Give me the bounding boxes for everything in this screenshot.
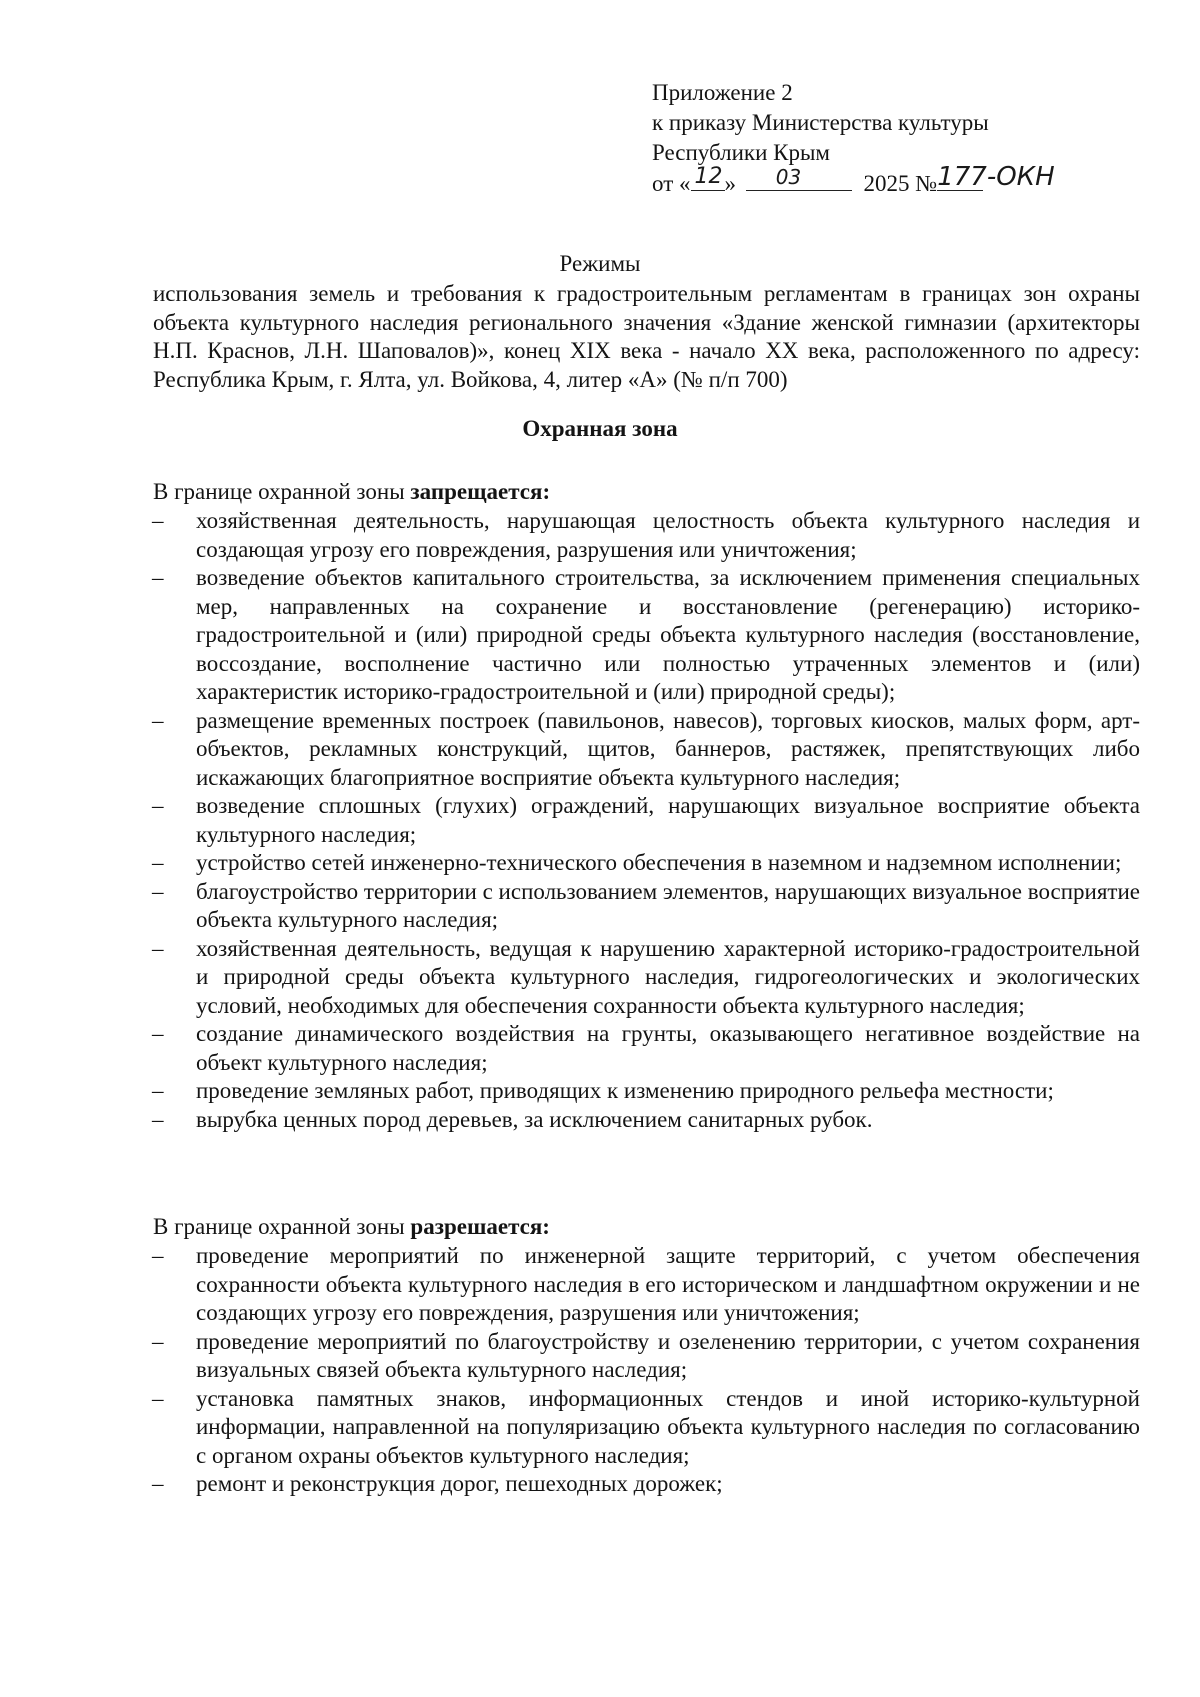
- list-item-text: установка памятных знаков, информационных стендов и иной историко-культурной информации, направленной на популяризацию объекта культурного наследия по согласованию с органом охраны объектов культурного наследия;: [196, 1385, 1140, 1468]
- list-item: [0, 1328, 1140, 1385]
- list-item-text: хозяйственная деятельность, ведущая к нарушению характерной историко-градостроительной и природной среды объекта культурного наследия, гидрогеологических и экологических условий, необходимых для обеспечения сохранности объекта культурного наследия;: [196, 935, 1140, 1018]
- number-blank: [937, 162, 1055, 192]
- dash-bullet: –: [152, 793, 164, 818]
- appendix-date-line: [652, 162, 1055, 199]
- list-item: [0, 849, 1140, 878]
- list-item-text: ремонт и реконструкция дорог, пешеходных дорожек;: [196, 1471, 723, 1496]
- list-item-text: проведение мероприятий по благоустройству и озеленению территории, с учетом сохранения визуальных связей объекта культурного наследия;: [196, 1328, 1140, 1382]
- list-item: [0, 1077, 1140, 1106]
- permitted-lead-bold: разрешается:: [410, 1214, 550, 1239]
- dash-bullet: –: [152, 1078, 164, 1103]
- list-item: [0, 707, 1140, 793]
- year-number-label: 2025 №: [863, 171, 938, 196]
- list-item-text: проведение земляных работ, приводящих к изменению природного рельефа местности;: [196, 1078, 1054, 1103]
- list-item-text: проведение мероприятий по инженерной защите территорий, с учетом обеспечения сохранности объекта культурного наследия в его историческом и ландшафтном окружении и не создающих угрозу его повреждения, разрушения или уничтожения;: [196, 1243, 1140, 1325]
- list-item: [0, 792, 1140, 849]
- permitted-list: [0, 1242, 1200, 1499]
- handwritten-order-number: 177-ОКН: [937, 162, 1055, 192]
- month-blank: [746, 165, 852, 191]
- dash-bullet: –: [152, 1106, 164, 1132]
- document-title: Режимы: [559, 251, 641, 276]
- list-item: [0, 1242, 1140, 1328]
- list-item-text: возведение сплошных (глухих) ограждений, нарушающих визуальное восприятие объекта культурного наследия;: [196, 793, 1140, 847]
- dash-bullet: –: [152, 707, 164, 733]
- date-prefix: от «: [652, 171, 691, 196]
- list-item: [0, 564, 1140, 707]
- appendix-order-ref: к приказу Министерства культуры: [652, 110, 989, 135]
- list-item-text: возведение объектов капитального строительства, за исключением применения специальных мер, направленных на сохранение и восстановление (регенерацию) историко-градостроительной и (или) природной среды объекта культурного наследия (восстановление, воссоздание, восполнение частично или полностью утраченных элементов и (или) характеристик историко-градостроительной и (или) природной среды);: [196, 565, 1140, 704]
- dash-bullet: –: [152, 878, 164, 904]
- prohibited-list: [0, 507, 1200, 1134]
- dash-bullet: –: [152, 850, 164, 875]
- list-item-text: благоустройство территории с использованием элементов, нарушающих визуальное восприятие объекта культурного наследия;: [196, 878, 1140, 932]
- list-item-text: создание динамического воздействия на грунты, оказывающего негативное воздействие на объект культурного наследия;: [196, 1021, 1140, 1075]
- list-item: [0, 878, 1140, 935]
- day-blank: [691, 164, 725, 191]
- document-subtitle: использования земель и требования к градостроительным регламентам в границах зон охраны объекта культурного наследия регионального значения «Здание женской гимназии (архитекторы Н.П. Краснов, Л.Н. Шаповалов)», конец XIX века - начало XX века, расположенного по адресу: Республика Крым, г. Ялта, ул. Войкова, 4, литер «А» (№ п/п 700): [153, 281, 1140, 392]
- list-item: [0, 1385, 1140, 1471]
- list-item: [0, 507, 1140, 564]
- list-item-text: вырубка ценных пород деревьев, за исключением санитарных рубок.: [196, 1106, 873, 1132]
- dash-bullet: –: [152, 1021, 164, 1046]
- date-mid: »: [724, 171, 736, 196]
- prohibited-lead: [153, 478, 550, 506]
- dash-bullet: –: [152, 1385, 164, 1411]
- dash-bullet: –: [152, 1243, 164, 1268]
- dash-bullet: –: [152, 1471, 164, 1496]
- list-item: [0, 935, 1140, 1021]
- prohibited-lead-bold: запрещается:: [410, 479, 551, 504]
- list-item-text: размещение временных построек (павильонов, навесов), торговых киосков, малых форм, арт-объектов, рекламных конструкций, щитов, баннеров, растяжек, препятствующих либо искажающих благоприятное восприятие объекта культурного наследия;: [196, 707, 1140, 790]
- dash-bullet: –: [152, 508, 164, 533]
- dash-bullet: –: [152, 565, 164, 590]
- section-heading: Охранная зона: [522, 416, 678, 441]
- list-item-text: хозяйственная деятельность, нарушающая целостность объекта культурного наследия и создающая угрозу его повреждения, разрушения или уничтожения;: [196, 508, 1140, 562]
- prohibited-lead-text: В границе охранной зоны: [153, 479, 411, 504]
- appendix-block: [652, 78, 1055, 199]
- appendix-number: Приложение 2: [652, 80, 793, 105]
- list-item-text: устройство сетей инженерно-технического обеспечения в наземном и надземном исполнении;: [196, 850, 1122, 875]
- list-item: [0, 1020, 1140, 1077]
- handwritten-day: 12: [694, 164, 723, 189]
- handwritten-month: 03: [775, 165, 802, 189]
- dash-bullet: –: [152, 935, 164, 961]
- dash-bullet: –: [152, 1328, 164, 1354]
- list-item: [0, 1106, 1140, 1135]
- permitted-lead-text: В границе охранной зоны: [153, 1214, 411, 1239]
- permitted-lead: [153, 1213, 550, 1241]
- list-item: [0, 1470, 1140, 1499]
- appendix-ministry: Республики Крым: [652, 140, 830, 165]
